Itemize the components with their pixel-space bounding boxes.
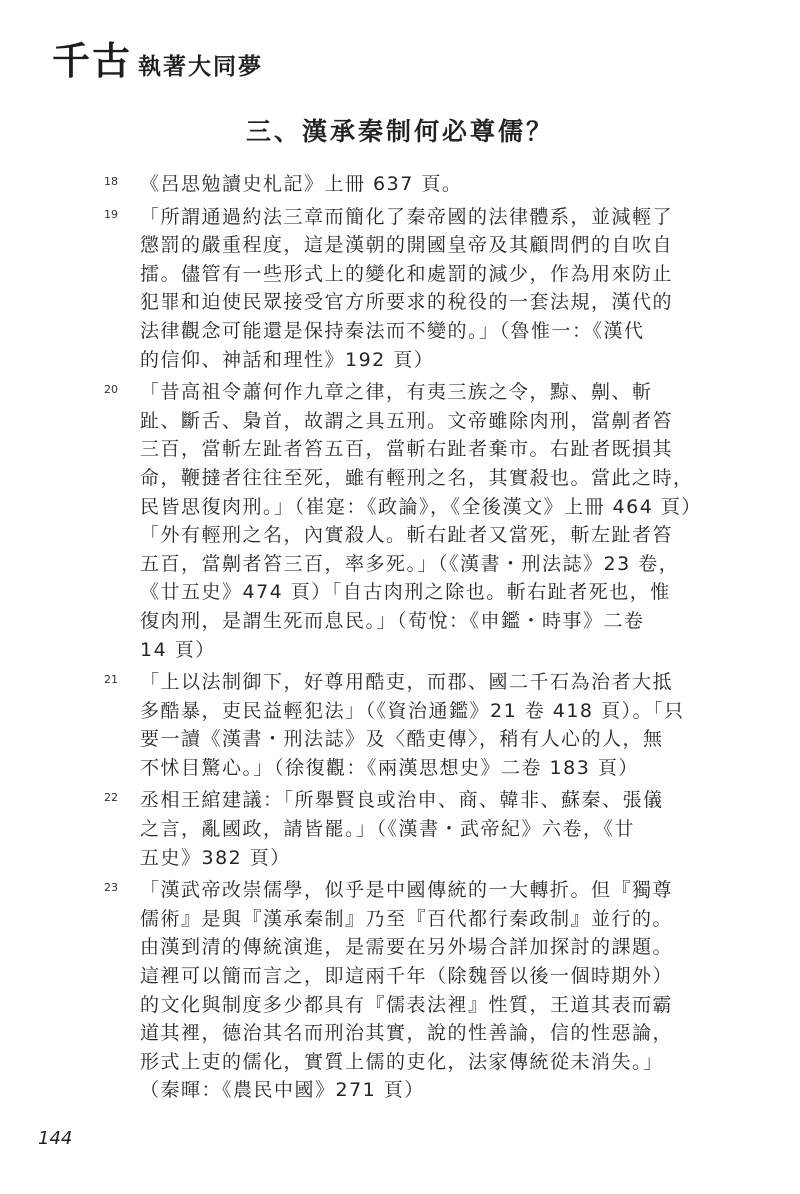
footnote-line: 由漢到清的傳統演進，是需要在另外場合詳加探討的課題。: [140, 936, 674, 959]
footnote-text: [140, 876, 685, 1105]
footnote-line: 「昔高祖令蕭何作九章之律，有夷三族之令，黥、劓、斬: [140, 381, 653, 404]
footnote-line: 道其裡，德治其名而刑治其實，說的性善論，信的性惡論，: [140, 1022, 674, 1045]
footnote-number: 22: [104, 791, 118, 805]
footnote-line: 丞相王綰建議：「所舉賢良或治申、商、韓非、蘇秦、張儀: [140, 789, 664, 812]
section-title: 三、漢承秦制何必尊儒？: [245, 117, 554, 146]
footnote-text: [140, 786, 685, 872]
footnote-19: [100, 203, 685, 375]
running-header: [52, 30, 263, 85]
footnote-line: （秦暉：《農民中國》271 頁）: [140, 1079, 425, 1102]
footnote-20: [100, 378, 702, 664]
footnote-line: 這裡可以簡而言之，即這兩千年（除魏晉以後一個時期外）: [140, 965, 674, 988]
footnote-line: 「上以法制御下，好尊用酷吏，而郡、國二千石為治者大抵: [140, 671, 674, 694]
footnote-18: [100, 170, 685, 199]
footnote-line: 命，鞭撻者往往至死，雖有輕刑之名，其實殺也。當此之時，: [140, 466, 694, 489]
footnote-line: 14 頁）: [140, 638, 216, 661]
footnote-line: 法律觀念可能還是保持秦法而不變的。」（魯惟一：《漢代: [140, 319, 645, 342]
footnote-line: 「所謂通過約法三章而簡化了秦帝國的法律體系，並減輕了: [140, 205, 674, 228]
footnote-line: 復肉刑，是謂生死而息民。」（荀悅：《申鑑・時事》二卷: [140, 609, 645, 632]
footnote-line: 「漢武帝改崇儒學，似乎是中國傳統的一大轉折。但『獨尊: [140, 879, 674, 902]
footnote-number: 21: [104, 673, 118, 687]
footnote-line: 形式上吏的儒化，實質上儒的吏化，法家傳統從未消失。」: [140, 1050, 664, 1073]
footnote-line: 「外有輕刑之名，內實殺人。斬右趾者又當死，斬左趾者笞: [140, 524, 674, 547]
footnote-text: [140, 170, 685, 199]
footnote-line: 懲罰的嚴重程度，這是漢朝的開國皇帝及其顧問們的自吹自: [140, 234, 674, 257]
footnote-line: 擂。儘管有一些形式上的變化和處罰的減少，作為用來防止: [140, 262, 674, 285]
footnote-number: 23: [104, 881, 118, 895]
footnote-line: 之言，亂國政，請皆罷。」（《漢書・武帝紀》六卷，《廿: [140, 818, 636, 841]
footnote-line: 《廿五史》474 頁）「自古肉刑之除也。斬右趾者死也，惟: [140, 581, 671, 604]
footnote-number: 20: [104, 383, 118, 397]
footnote-line: 不怵目驚心。」（徐復觀：《兩漢思想史》二卷 183 頁）: [140, 756, 639, 779]
footnote-21: [100, 668, 685, 782]
footnote-text: [140, 203, 685, 375]
page-number: 144: [38, 1128, 73, 1149]
footnote-23: [100, 876, 685, 1105]
footnotes-list: [100, 170, 702, 1109]
footnote-line: 趾、斷舌、梟首，故謂之具五刑。文帝雖除肉刑，當劓者笞: [140, 409, 674, 432]
footnote-line: 的文化與制度多少都具有『儒表法裡』性質，王道其表而霸: [140, 993, 674, 1016]
footnote-line: 三百，當斬左趾者笞五百，當斬右趾者棄市。右趾者既損其: [140, 438, 674, 461]
footnote-number: 18: [104, 175, 118, 188]
footnote-line: 犯罪和迫使民眾接受官方所要求的稅役的一套法規，漢代的: [140, 291, 674, 314]
footnote-line: 《呂思勉讀史札記》上冊 637 頁。: [140, 173, 463, 195]
footnote-line: 五百，當劓者笞三百，率多死。」（《漢書・刑法誌》23 卷，: [140, 552, 680, 575]
footnote-line: 要一讀《漢書・刑法誌》及〈酷吏傳〉，稍有人心的人，無: [140, 728, 664, 751]
footnote-22: [100, 786, 685, 872]
footnote-line: 儒術』是與『漢承秦制』乃至『百代都行秦政制』並行的。: [140, 907, 674, 930]
footnote-text: [140, 668, 685, 782]
footnote-text: [140, 378, 702, 664]
footnote-line: 多酷暴，吏民益輕犯法」（《資治通鑑》21 卷 418 頁）。「只: [140, 699, 685, 722]
footnote-line: 五史》382 頁）: [140, 846, 291, 869]
footnote-line: 的信仰、神話和理性》192 頁）: [140, 348, 435, 371]
header-title-main: 千古: [52, 38, 133, 83]
header-title-sub: 執著大同夢: [138, 53, 264, 80]
footnote-line: 民皆思復肉刑。」（崔寔：《政論》，《全後漢文》上冊 464 頁）: [140, 495, 702, 518]
footnote-number: 19: [104, 207, 118, 221]
